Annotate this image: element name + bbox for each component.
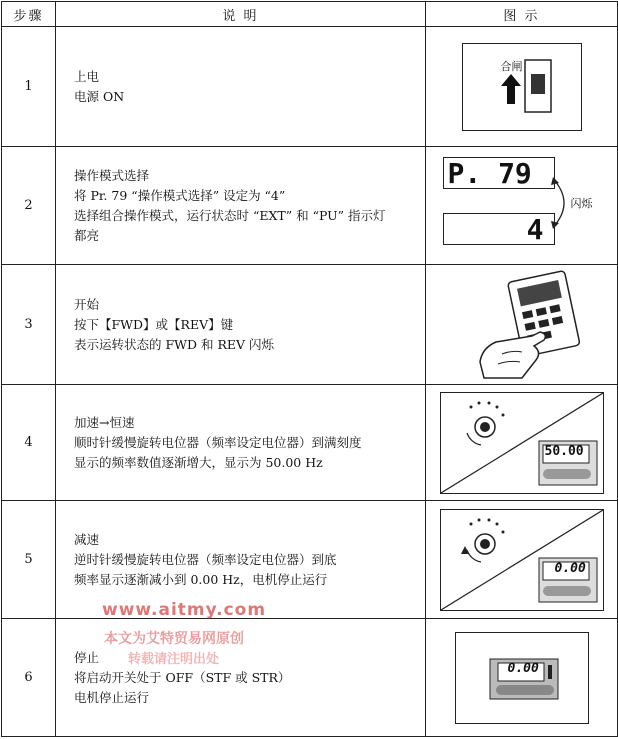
desc-line: 电机停止运行 (74, 689, 150, 705)
header-step: 步骤 (2, 2, 56, 27)
header-figure: 图 示 (426, 2, 618, 27)
accelerate-figure (440, 392, 604, 494)
watermark-reprint: 转载请注明出处 (128, 652, 220, 667)
step-number: 1 (2, 27, 56, 147)
desc-line: 显示的频率数值逐渐增大，显示为 50.00 Hz (74, 454, 323, 470)
desc-line: 将 Pr. 79 “操作模式选择” 设定为 “4” (74, 187, 286, 203)
step-description (56, 385, 426, 501)
desc-line: 都亮 (74, 227, 100, 243)
step-figure (426, 147, 618, 265)
operation-panel-icon (456, 633, 588, 723)
table-row (2, 27, 618, 147)
frequency-readout: 50.00 (544, 443, 584, 459)
procedure-table (1, 1, 618, 737)
table-row (2, 385, 618, 501)
step-description (56, 147, 426, 265)
desc-line: 减速 (74, 531, 100, 547)
stop-figure (455, 632, 589, 724)
desc-line: 频率显示逐渐减小到 0.00 Hz，电机停止运行 (74, 571, 328, 587)
step-figure (426, 619, 618, 737)
watermark-url: www.aitmy.com (102, 600, 267, 620)
step-figure (426, 501, 618, 619)
power-switch-icon (463, 44, 581, 130)
step-number: 5 (2, 501, 56, 619)
decelerate-figure (440, 509, 604, 611)
step-number: 6 (2, 619, 56, 737)
switch-on-label: 合闸 (500, 59, 523, 73)
step-figure (426, 265, 618, 385)
header-description: 说 明 (56, 2, 426, 27)
frequency-readout: 0.00 (507, 660, 539, 676)
frequency-readout: 0.00 (554, 560, 586, 576)
desc-line: 上电 (74, 68, 100, 84)
step-description (56, 27, 426, 147)
desc-line: 按下【FWD】或【REV】键 (74, 316, 234, 332)
desc-line: 顺时针缓慢旋转电位器（频率设定电位器）到满刻度 (74, 434, 362, 450)
lcd-display-bottom: 4 (443, 213, 555, 245)
table-row (2, 147, 618, 265)
lcd-display-top: P. 79 (443, 157, 555, 189)
step-description (56, 265, 426, 385)
desc-line: 选择组合操作模式，运行状态时 “EXT” 和 “PU” 指示灯 (74, 207, 386, 223)
desc-line: 停止 (74, 649, 100, 665)
table-row (2, 619, 618, 737)
step-number: 2 (2, 147, 56, 265)
dial-counterclockwise-icon (441, 510, 603, 610)
step-number: 4 (2, 385, 56, 501)
desc-line: 将启动开关处于 OFF（STF 或 STR） (74, 669, 291, 685)
desc-line: 电源 ON (74, 88, 125, 104)
table-header-row (2, 2, 618, 27)
table-row (2, 501, 618, 619)
hand-pressing-keypad-icon (462, 270, 582, 380)
step-figure (426, 27, 618, 147)
desc-line: 表示运转状态的 FWD 和 REV 闪烁 (74, 336, 275, 352)
table-row (2, 265, 618, 385)
desc-line: 操作模式选择 (74, 167, 150, 183)
step-number: 3 (2, 265, 56, 385)
blink-label: 闪烁 (570, 196, 593, 210)
desc-line: 加速→恒速 (74, 414, 135, 430)
dial-clockwise-icon (441, 393, 603, 493)
desc-line: 逆时针缓慢旋转电位器（频率设定电位器）到底 (74, 551, 337, 567)
watermark-original: 本文为艾特贸易网原创 (104, 631, 244, 647)
step-figure (426, 385, 618, 501)
desc-line: 开始 (74, 296, 100, 312)
power-switch-figure (462, 43, 582, 131)
mode-display-figure (437, 155, 607, 253)
